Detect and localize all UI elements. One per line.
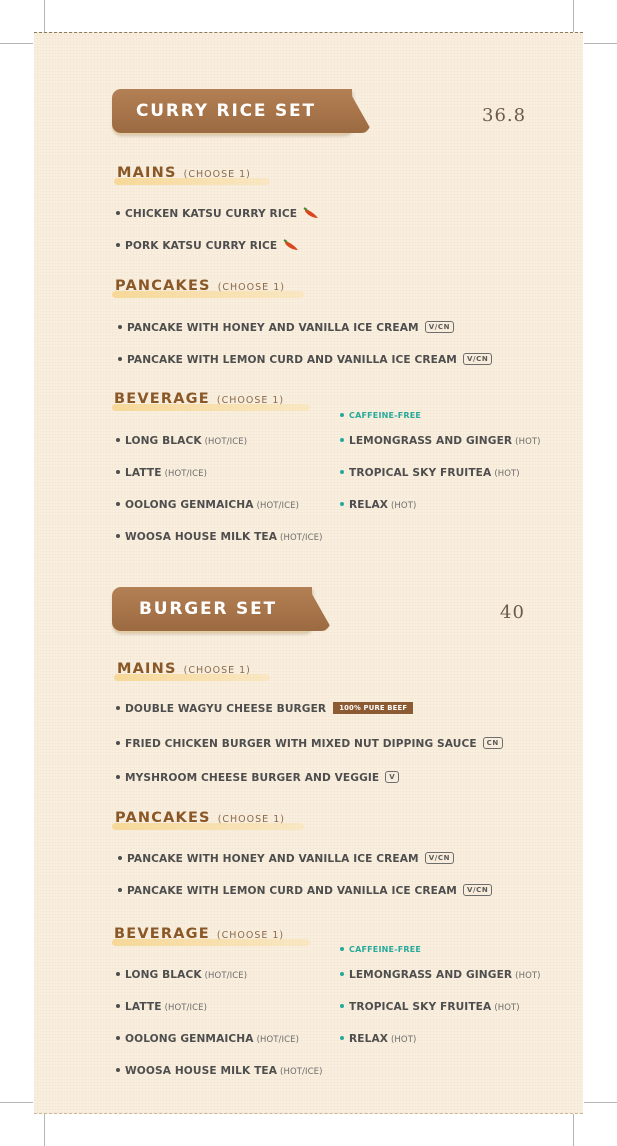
item-note: (HOT/ICE) — [280, 533, 323, 543]
bullet — [116, 534, 120, 538]
item-note: (HOT) — [515, 437, 541, 447]
item-name: LONG BLACK — [125, 435, 202, 447]
bullet — [340, 1004, 344, 1008]
choose-note: (CHOOSE 1) — [217, 814, 285, 825]
item-name: CHICKEN KATSU CURRY RICE — [125, 208, 298, 220]
crop-mark — [0, 43, 33, 44]
list-item — [118, 885, 492, 897]
list-item — [116, 1065, 323, 1077]
bullet — [116, 741, 120, 745]
list-item — [116, 1001, 207, 1013]
item-note: (HOT) — [494, 469, 520, 479]
list-item — [116, 772, 399, 784]
bullet — [340, 1036, 344, 1040]
item-name: WOOSA HOUSE MILK TEA — [125, 1065, 278, 1077]
bullet — [340, 972, 344, 976]
bullet — [116, 972, 120, 976]
dietary-tag: V/CN — [425, 321, 454, 333]
bullet — [116, 243, 120, 247]
item-name: PANCAKE WITH HONEY AND VANILLA ICE CREAM — [127, 853, 419, 865]
set-price: 40 — [500, 602, 525, 623]
item-name: PANCAKE WITH LEMON CURD AND VANILLA ICE CREAM — [127, 885, 457, 897]
item-name: PORK KATSU CURRY RICE — [125, 240, 278, 252]
item-note: (HOT/ICE) — [204, 971, 248, 981]
list-item — [116, 499, 299, 511]
item-name: MYSHROOM CHEESE BURGER AND VEGGIE — [125, 772, 380, 784]
choose-note: (CHOOSE 1) — [183, 665, 251, 676]
dietary-tag: V/CN — [425, 852, 454, 864]
set-price: 36.8 — [482, 105, 527, 126]
bullet — [340, 502, 344, 506]
bullet — [340, 470, 344, 474]
crop-mark — [573, 1113, 574, 1146]
list-item — [116, 435, 247, 447]
category-label: BEVERAGE — [114, 391, 210, 407]
bullet — [116, 1068, 120, 1072]
item-note: (HOT/ICE) — [164, 1003, 208, 1013]
bullet — [116, 1036, 120, 1040]
item-name: LATTE — [125, 1001, 162, 1013]
list-item — [116, 738, 503, 750]
bullet — [116, 470, 120, 474]
list-item — [116, 703, 413, 715]
list-item — [116, 531, 323, 543]
item-name: WOOSA HOUSE MILK TEA — [125, 531, 278, 543]
crop-mark — [584, 43, 617, 44]
menu-page — [34, 32, 583, 1114]
list-item — [340, 1033, 416, 1045]
list-item — [340, 969, 541, 981]
item-note: (HOT) — [515, 971, 541, 981]
crop-mark — [0, 1102, 33, 1103]
item-name: LEMONGRASS AND GINGER — [349, 435, 513, 447]
list-item — [340, 435, 541, 447]
bullet — [118, 325, 122, 329]
list-item — [340, 1001, 520, 1013]
choose-note: (CHOOSE 1) — [183, 169, 251, 180]
item-note: (HOT/ICE) — [280, 1067, 323, 1077]
bullet — [340, 438, 344, 442]
chili-pepper-icon — [303, 207, 319, 219]
choose-note: (CHOOSE 1) — [216, 395, 285, 406]
chili-pepper-icon — [283, 239, 299, 251]
crop-mark — [584, 1102, 617, 1103]
item-name: OOLONG GENMAICHA — [125, 499, 254, 511]
category-heading — [117, 661, 251, 677]
category-heading — [117, 165, 251, 181]
item-note: (HOT) — [494, 1003, 520, 1013]
category-label: MAINS — [117, 661, 177, 677]
item-name: LATTE — [125, 467, 162, 479]
category-heading — [115, 278, 285, 294]
item-name: OOLONG GENMAICHA — [125, 1033, 254, 1045]
item-note: (HOT/ICE) — [256, 501, 300, 511]
category-label: BEVERAGE — [114, 926, 210, 942]
item-note: (HOT) — [391, 1035, 417, 1045]
bullet — [340, 413, 344, 417]
caffeine-free-label: CAFFEINE-FREE — [340, 945, 421, 954]
list-item — [116, 240, 299, 252]
bullet — [118, 888, 122, 892]
bullet — [116, 502, 120, 506]
list-item — [340, 467, 520, 479]
category-heading — [114, 391, 284, 407]
bullet — [118, 357, 122, 361]
bullet — [116, 438, 120, 442]
list-item — [118, 853, 454, 865]
set-title: CURRY RICE SET — [136, 101, 316, 121]
bullet — [116, 1004, 120, 1008]
item-note: (HOT/ICE) — [164, 469, 208, 479]
dietary-tag: V — [385, 771, 399, 783]
bullet — [116, 775, 120, 779]
set-title: BURGER SET — [139, 599, 277, 619]
list-item — [118, 322, 454, 334]
list-item — [116, 1033, 299, 1045]
crop-mark — [44, 1113, 45, 1146]
dietary-tag: CN — [483, 737, 503, 749]
category-heading — [115, 810, 285, 826]
item-note: (HOT) — [391, 501, 417, 511]
category-heading — [114, 926, 284, 942]
item-name: FRIED CHICKEN BURGER WITH MIXED NUT DIPPING SAUCE — [125, 738, 477, 750]
beef-badge: 100% PURE BEEF — [333, 702, 413, 714]
choose-note: (CHOOSE 1) — [217, 282, 285, 293]
item-name: RELAX — [349, 1033, 389, 1045]
item-name: LEMONGRASS AND GINGER — [349, 969, 513, 981]
item-name: PANCAKE WITH LEMON CURD AND VANILLA ICE CREAM — [127, 354, 457, 366]
category-label: PANCAKES — [115, 810, 211, 826]
bullet — [116, 211, 120, 215]
list-item — [118, 354, 492, 366]
crop-mark — [44, 0, 45, 32]
list-item — [116, 467, 207, 479]
category-label: PANCAKES — [115, 278, 211, 294]
choose-note: (CHOOSE 1) — [216, 930, 285, 941]
list-item — [116, 969, 247, 981]
item-note: (HOT/ICE) — [256, 1035, 300, 1045]
list-item — [340, 499, 416, 511]
item-name: TROPICAL SKY FRUITEA — [349, 1001, 492, 1013]
item-name: PANCAKE WITH HONEY AND VANILLA ICE CREAM — [127, 322, 419, 334]
caffeine-free-label: CAFFEINE-FREE — [340, 411, 421, 420]
item-name: RELAX — [349, 499, 389, 511]
dietary-tag: V/CN — [463, 884, 492, 896]
crop-mark — [573, 0, 574, 32]
item-name: DOUBLE WAGYU CHEESE BURGER — [125, 703, 327, 715]
category-label: MAINS — [117, 165, 177, 181]
bullet — [116, 706, 120, 710]
bullet — [340, 947, 344, 951]
dietary-tag: V/CN — [463, 353, 492, 365]
item-name: LONG BLACK — [125, 969, 202, 981]
bullet — [118, 856, 122, 860]
list-item — [116, 208, 319, 220]
item-note: (HOT/ICE) — [204, 437, 248, 447]
item-name: TROPICAL SKY FRUITEA — [349, 467, 492, 479]
